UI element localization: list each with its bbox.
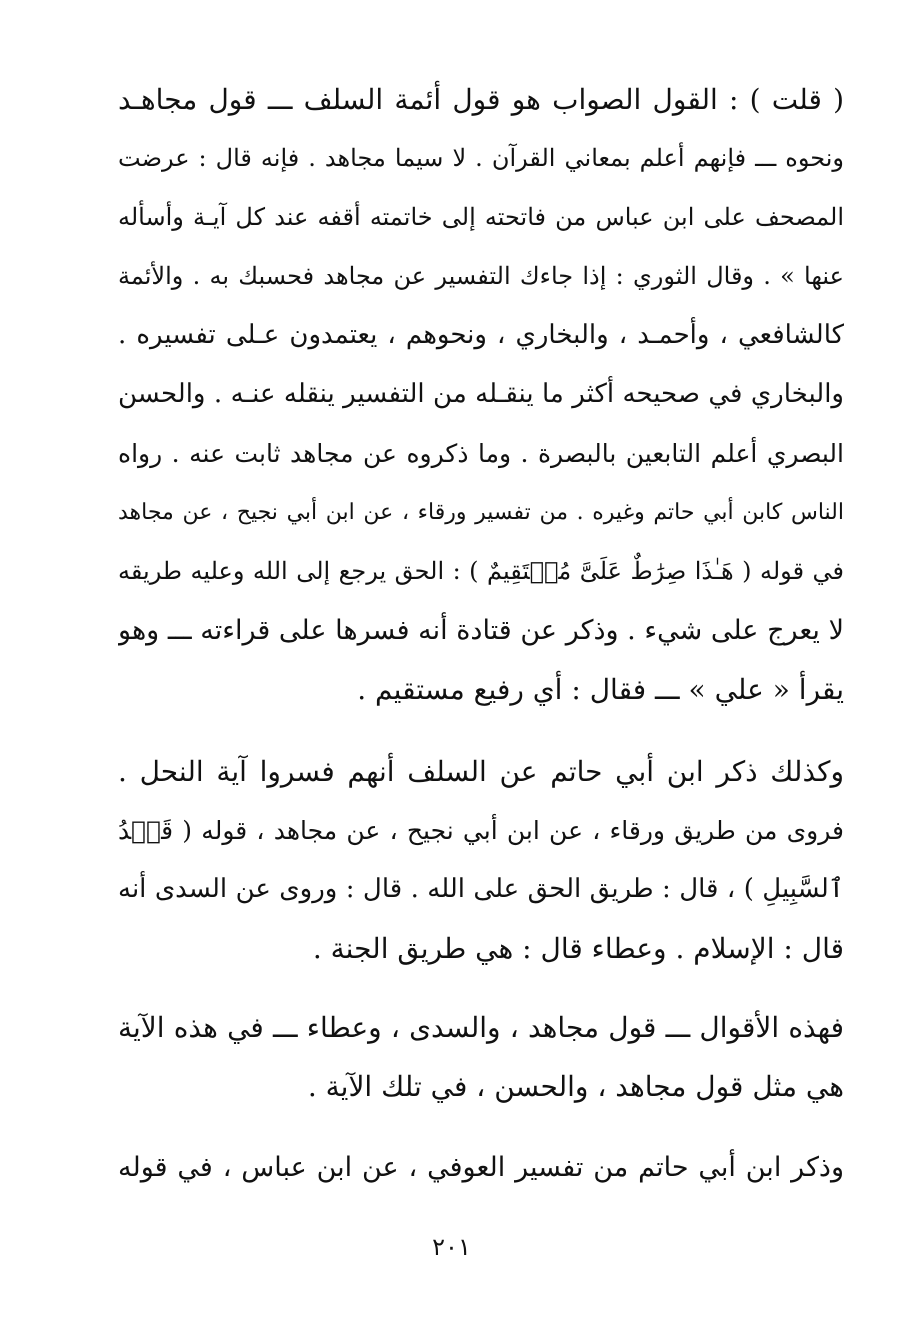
text-line: هي مثل قول مجاهد ، والحسن ، في تلك الآية .	[307, 1070, 844, 1103]
text-line: ٱلسَّبِيلِ ) ، قال : طريق الحق على الله . قال : وروى عن السدى أنه	[118, 874, 844, 904]
text-line: ونحوه ـــ فإنهم أعلم بمعاني القرآن . لا سيما مجاهد . فإنه قال : عرضت	[118, 144, 844, 172]
text-line: فروى من طريق ورقاء ، عن ابن أبي نجيح ، عن مجاهد ، قوله ( قَصۡدُ	[118, 816, 844, 845]
text-line: فهذه الأقوال ـــ قول مجاهد ، والسدى ، وعطاء ـــ في هذه الآية	[118, 1011, 844, 1044]
text-line: المصحف على ابن عباس من فاتحته إلى خاتمته أقفه عند كل آيـة وأسأله	[118, 203, 844, 231]
paragraph-1	[118, 70, 844, 719]
text-line: البصري أعلم التابعين بالبصرة . وما ذكروه عن مجاهد ثابت عنه . رواه	[118, 439, 844, 468]
paragraph-2	[118, 742, 844, 978]
paragraph-3	[118, 998, 844, 1116]
text-line: ( قلت ) : القول الصواب هو قول أئمة السلف ـــ قول مجاهـد	[118, 83, 844, 116]
text-line: يقرأ « علي » ـــ فقال : أي رفيع مستقيم .	[357, 673, 844, 706]
text-line: قال : الإسلام . وعطاء قال : هي طريق الجنة .	[312, 932, 844, 965]
text-line: وذكر ابن أبي حاتم من تفسير العوفي ، عن ابن عباس ، في قوله	[118, 1152, 844, 1183]
text-line: عنها » . وقال الثوري : إذا جاءك التفسير عن مجاهد فحسبك به . والأئمة	[118, 262, 844, 290]
text-line: لا يعرج على شيء . وذكر عن قتادة أنه فسرها على قراءته ـــ وهو	[118, 615, 844, 646]
text-line: في قوله ( هَـٰذَا صِرَٰطٌ عَلَىَّ مُسۡتَقِيمٌ ) : الحق يرجع إلى الله وعليه طريقه	[118, 557, 844, 585]
page-number: ٢٠١	[432, 1233, 471, 1261]
text-line: وكذلك ذكر ابن أبي حاتم عن السلف أنهم فسروا آية النحل .	[118, 755, 844, 788]
text-line: كالشافعي ، وأحمـد ، والبخاري ، ونحوهم ، يعتمدون عـلى تفسيره .	[118, 320, 844, 350]
text-line: الناس كابن أبي حاتم وغيره . من تفسير ورقاء ، عن ابن أبي نجيح ، عن مجاهد	[118, 500, 844, 525]
paragraph-4	[118, 1138, 844, 1197]
text-line: والبخاري في صحيحه أكثر ما ينقـله من التفسير ينقله عنـه . والحسن	[118, 379, 844, 409]
